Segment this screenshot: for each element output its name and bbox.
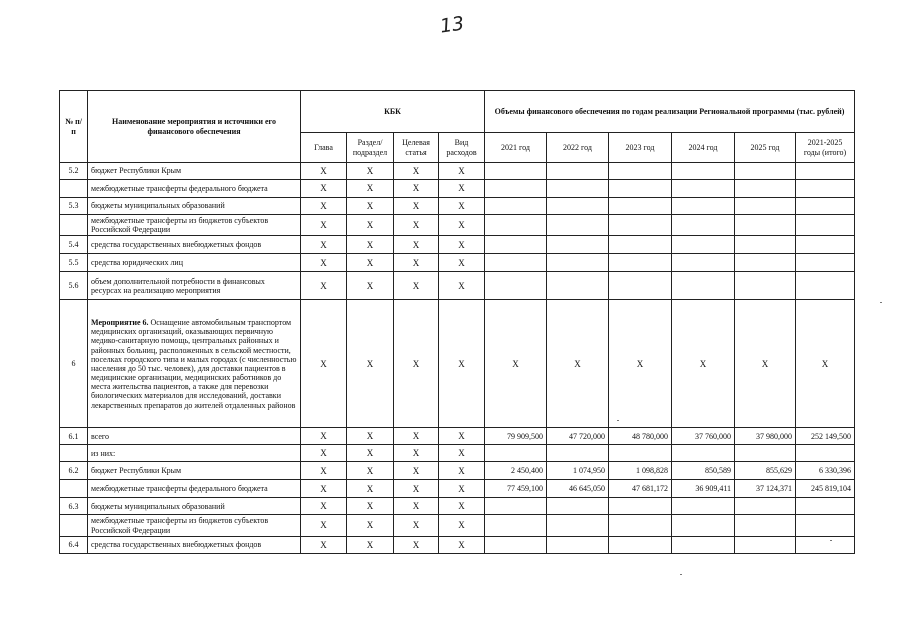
kbk-cell: X bbox=[347, 236, 394, 254]
row-name-text: Оснащение автомобильным транспортом медицинских организаций, оказывающих первичную медико-санитарную помощь, центральных районных и районных больниц, расположенных в сельской местности, поселках городского типа и малых городах (с численностью населения до 50 тыс. человек), для доставки пациентов в медицинские организации, медицинских работников до места жительства пациентов, а также для перевозки биологических материалов для исследований, доставки лекарственных препаратов до жителей отдаленных районов bbox=[91, 317, 297, 410]
table-row bbox=[60, 215, 855, 236]
table-row bbox=[60, 254, 855, 272]
year-value-cell bbox=[796, 236, 855, 254]
kbk-cell: X bbox=[394, 254, 439, 272]
year-value-cell bbox=[547, 536, 609, 553]
row-num bbox=[60, 180, 88, 198]
kbk-cell: X bbox=[301, 515, 347, 536]
table-row bbox=[60, 445, 855, 462]
table-row bbox=[60, 272, 855, 300]
year-value-cell bbox=[485, 272, 547, 300]
kbk-cell: X bbox=[439, 163, 485, 180]
year-value-cell bbox=[735, 515, 796, 536]
year-value-cell bbox=[672, 163, 735, 180]
row-name bbox=[88, 215, 301, 236]
kbk-cell: X bbox=[394, 163, 439, 180]
row-name bbox=[88, 236, 301, 254]
table-row bbox=[60, 536, 855, 553]
kbk-cell: X bbox=[394, 536, 439, 553]
kbk-cell: X bbox=[439, 536, 485, 553]
year-value-cell: 855,629 bbox=[735, 462, 796, 480]
kbk-cell: X bbox=[394, 515, 439, 536]
year-value-cell bbox=[485, 498, 547, 515]
year-value-cell bbox=[547, 498, 609, 515]
kbk-cell: X bbox=[347, 498, 394, 515]
kbk-cell: X bbox=[301, 215, 347, 236]
year-value-cell: 6 330,396 bbox=[796, 462, 855, 480]
table-row bbox=[60, 480, 855, 498]
kbk-cell: X bbox=[394, 300, 439, 428]
header-volumes: Объемы финансового обеспечения по годам реализации Региональной программы (тыс. рублей) bbox=[485, 91, 855, 133]
year-value-cell: 850,589 bbox=[672, 462, 735, 480]
kbk-cell: X bbox=[347, 198, 394, 215]
year-value-cell bbox=[609, 536, 672, 553]
year-value-cell bbox=[609, 180, 672, 198]
kbk-cell: X bbox=[347, 462, 394, 480]
year-value-cell bbox=[735, 272, 796, 300]
kbk-cell: X bbox=[394, 198, 439, 215]
kbk-cell: X bbox=[439, 215, 485, 236]
header-kbk-vid: Вид расходов bbox=[439, 133, 485, 163]
row-name bbox=[88, 498, 301, 515]
year-value-cell bbox=[485, 163, 547, 180]
kbk-cell: X bbox=[394, 180, 439, 198]
header-year-2: 2023 год bbox=[609, 133, 672, 163]
kbk-cell: X bbox=[347, 254, 394, 272]
kbk-cell: X bbox=[301, 445, 347, 462]
kbk-cell: X bbox=[439, 428, 485, 445]
year-value-cell bbox=[796, 498, 855, 515]
year-value-cell bbox=[485, 445, 547, 462]
year-value-cell bbox=[672, 272, 735, 300]
year-value-cell bbox=[735, 498, 796, 515]
year-value-cell bbox=[547, 215, 609, 236]
year-value-cell bbox=[735, 536, 796, 553]
row-name-text: объем дополнительной потребности в финансовых ресурсах на реализацию мероприятия bbox=[91, 276, 265, 295]
year-value-cell: 47 720,000 bbox=[547, 428, 609, 445]
year-value-cell bbox=[609, 498, 672, 515]
row-name bbox=[88, 272, 301, 300]
kbk-cell: X bbox=[301, 236, 347, 254]
year-value-cell: 79 909,500 bbox=[485, 428, 547, 445]
kbk-cell: X bbox=[347, 480, 394, 498]
row-num: 6.4 bbox=[60, 536, 88, 553]
year-value-cell bbox=[735, 445, 796, 462]
row-name bbox=[88, 480, 301, 498]
header-kbk: КБК bbox=[301, 91, 485, 133]
year-value-cell: 48 780,000 bbox=[609, 428, 672, 445]
row-name bbox=[88, 254, 301, 272]
row-name bbox=[88, 536, 301, 553]
row-num: 6.3 bbox=[60, 498, 88, 515]
page-number: 13 bbox=[438, 12, 466, 38]
year-value-cell bbox=[609, 198, 672, 215]
table-row bbox=[60, 462, 855, 480]
year-value-cell bbox=[796, 272, 855, 300]
row-name-text: всего bbox=[91, 431, 110, 441]
header-year-1: 2022 год bbox=[547, 133, 609, 163]
year-value-cell bbox=[547, 445, 609, 462]
year-value-cell bbox=[735, 215, 796, 236]
table-row bbox=[60, 300, 855, 428]
year-value-cell bbox=[609, 445, 672, 462]
year-value-cell bbox=[547, 254, 609, 272]
year-value-cell bbox=[672, 215, 735, 236]
kbk-cell: X bbox=[301, 498, 347, 515]
year-value-cell bbox=[609, 272, 672, 300]
year-value-cell bbox=[672, 536, 735, 553]
kbk-cell: X bbox=[301, 462, 347, 480]
kbk-cell: X bbox=[439, 272, 485, 300]
header-kbk-glava: Глава bbox=[301, 133, 347, 163]
row-name-text: межбюджетные трансферты федерального бюджета bbox=[91, 183, 268, 193]
year-value-cell bbox=[547, 272, 609, 300]
kbk-cell: X bbox=[301, 180, 347, 198]
kbk-cell: X bbox=[394, 428, 439, 445]
table-row bbox=[60, 180, 855, 198]
year-value-cell bbox=[547, 163, 609, 180]
kbk-cell: X bbox=[347, 300, 394, 428]
year-value-cell bbox=[547, 236, 609, 254]
year-value-cell: 252 149,500 bbox=[796, 428, 855, 445]
year-value-cell: X bbox=[485, 300, 547, 428]
header-kbk-razdel: Раздел/ подраздел bbox=[347, 133, 394, 163]
row-name-text: бюджет Республики Крым bbox=[91, 466, 182, 476]
year-value-cell: 1 098,828 bbox=[609, 462, 672, 480]
year-value-cell bbox=[796, 180, 855, 198]
kbk-cell: X bbox=[394, 236, 439, 254]
kbk-cell: X bbox=[394, 445, 439, 462]
year-value-cell bbox=[485, 236, 547, 254]
kbk-cell: X bbox=[347, 180, 394, 198]
year-value-cell: X bbox=[547, 300, 609, 428]
kbk-cell: X bbox=[301, 163, 347, 180]
year-value-cell bbox=[796, 254, 855, 272]
year-value-cell: 2 450,400 bbox=[485, 462, 547, 480]
row-name-text: бюджеты муниципальных образований bbox=[91, 201, 225, 211]
year-value-cell bbox=[796, 536, 855, 553]
kbk-cell: X bbox=[301, 254, 347, 272]
header-kbk-statya: Целевая статья bbox=[394, 133, 439, 163]
year-value-cell: X bbox=[796, 300, 855, 428]
kbk-cell: X bbox=[347, 536, 394, 553]
row-num: 5.2 bbox=[60, 163, 88, 180]
year-value-cell bbox=[796, 445, 855, 462]
row-num: 5.3 bbox=[60, 198, 88, 215]
year-value-cell bbox=[609, 215, 672, 236]
table-row bbox=[60, 236, 855, 254]
year-value-cell: 46 645,050 bbox=[547, 480, 609, 498]
header-year-3: 2024 год bbox=[672, 133, 735, 163]
header-year-0: 2021 год bbox=[485, 133, 547, 163]
header-name: Наименование мероприятия и источники его финансового обеспечения bbox=[88, 91, 301, 163]
row-num bbox=[60, 215, 88, 236]
row-num: 6.1 bbox=[60, 428, 88, 445]
year-value-cell bbox=[735, 198, 796, 215]
kbk-cell: X bbox=[394, 215, 439, 236]
kbk-cell: X bbox=[347, 163, 394, 180]
kbk-cell: X bbox=[301, 480, 347, 498]
kbk-cell: X bbox=[439, 236, 485, 254]
year-value-cell bbox=[735, 254, 796, 272]
year-value-cell bbox=[485, 515, 547, 536]
kbk-cell: X bbox=[439, 445, 485, 462]
row-name bbox=[88, 428, 301, 445]
row-name-text: межбюджетные трансферты из бюджетов субъектов Российской Федерации bbox=[91, 516, 269, 535]
year-value-cell bbox=[672, 198, 735, 215]
year-value-cell bbox=[672, 445, 735, 462]
table-row bbox=[60, 198, 855, 215]
kbk-cell: X bbox=[301, 272, 347, 300]
year-value-cell bbox=[609, 515, 672, 536]
year-value-cell bbox=[735, 163, 796, 180]
kbk-cell: X bbox=[439, 498, 485, 515]
table-row bbox=[60, 498, 855, 515]
year-value-cell bbox=[547, 515, 609, 536]
table-row bbox=[60, 428, 855, 445]
row-name-text: средства государственных внебюджетных фондов bbox=[91, 540, 262, 550]
year-value-cell: X bbox=[609, 300, 672, 428]
row-name-text: межбюджетные трансферты федерального бюджета bbox=[91, 484, 268, 494]
year-value-cell bbox=[796, 163, 855, 180]
year-value-cell bbox=[609, 163, 672, 180]
kbk-cell: X bbox=[301, 300, 347, 428]
year-value-cell: 77 459,100 bbox=[485, 480, 547, 498]
table-row bbox=[60, 163, 855, 180]
year-value-cell: 1 074,950 bbox=[547, 462, 609, 480]
row-name bbox=[88, 462, 301, 480]
year-value-cell: 37 124,371 bbox=[735, 480, 796, 498]
year-value-cell bbox=[796, 515, 855, 536]
header-num: № п/п bbox=[60, 91, 88, 163]
kbk-cell: X bbox=[347, 428, 394, 445]
row-num: 5.5 bbox=[60, 254, 88, 272]
row-num bbox=[60, 515, 88, 536]
kbk-cell: X bbox=[439, 300, 485, 428]
year-value-cell bbox=[609, 236, 672, 254]
year-value-cell bbox=[672, 180, 735, 198]
kbk-cell: X bbox=[394, 272, 439, 300]
year-value-cell: X bbox=[735, 300, 796, 428]
row-name bbox=[88, 198, 301, 215]
year-value-cell bbox=[609, 254, 672, 272]
year-value-cell: 37 980,000 bbox=[735, 428, 796, 445]
kbk-cell: X bbox=[301, 428, 347, 445]
year-value-cell bbox=[485, 215, 547, 236]
kbk-cell: X bbox=[439, 198, 485, 215]
header-year-5: 2021-2025 годы (итого) bbox=[796, 133, 855, 163]
table-row bbox=[60, 515, 855, 536]
year-value-cell bbox=[735, 236, 796, 254]
financing-table bbox=[59, 90, 855, 554]
year-value-cell bbox=[485, 198, 547, 215]
kbk-cell: X bbox=[394, 498, 439, 515]
year-value-cell: 245 819,104 bbox=[796, 480, 855, 498]
kbk-cell: X bbox=[301, 536, 347, 553]
year-value-cell: 47 681,172 bbox=[609, 480, 672, 498]
kbk-cell: X bbox=[439, 480, 485, 498]
kbk-cell: X bbox=[439, 254, 485, 272]
year-value-cell: X bbox=[672, 300, 735, 428]
year-value-cell bbox=[547, 198, 609, 215]
kbk-cell: X bbox=[439, 515, 485, 536]
kbk-cell: X bbox=[347, 215, 394, 236]
year-value-cell bbox=[485, 536, 547, 553]
row-num: 5.4 bbox=[60, 236, 88, 254]
year-value-cell bbox=[796, 215, 855, 236]
kbk-cell: X bbox=[347, 515, 394, 536]
row-name bbox=[88, 300, 301, 428]
row-num bbox=[60, 480, 88, 498]
row-name-bold: Мероприятие 6. bbox=[91, 317, 149, 327]
year-value-cell bbox=[672, 515, 735, 536]
kbk-cell: X bbox=[301, 198, 347, 215]
row-name bbox=[88, 163, 301, 180]
row-name bbox=[88, 180, 301, 198]
row-name bbox=[88, 515, 301, 536]
row-name-text: средства юридических лиц bbox=[91, 258, 183, 268]
row-name-text: из них: bbox=[91, 448, 116, 458]
row-num: 6.2 bbox=[60, 462, 88, 480]
year-value-cell bbox=[485, 180, 547, 198]
row-name-text: бюджеты муниципальных образований bbox=[91, 501, 225, 511]
year-value-cell bbox=[672, 236, 735, 254]
year-value-cell bbox=[485, 254, 547, 272]
row-num: 6 bbox=[60, 300, 88, 428]
year-value-cell bbox=[672, 254, 735, 272]
kbk-cell: X bbox=[439, 180, 485, 198]
kbk-cell: X bbox=[394, 462, 439, 480]
row-name-text: бюджет Республики Крым bbox=[91, 166, 182, 176]
year-value-cell bbox=[672, 498, 735, 515]
year-value-cell bbox=[796, 198, 855, 215]
row-num: 5.6 bbox=[60, 272, 88, 300]
year-value-cell: 37 760,000 bbox=[672, 428, 735, 445]
year-value-cell bbox=[547, 180, 609, 198]
kbk-cell: X bbox=[439, 462, 485, 480]
kbk-cell: X bbox=[347, 445, 394, 462]
year-value-cell bbox=[735, 180, 796, 198]
row-name-text: межбюджетные трансферты из бюджетов субъектов Российской Федерации bbox=[91, 216, 269, 235]
row-num bbox=[60, 445, 88, 462]
row-name-text: средства государственных внебюджетных фондов bbox=[91, 240, 262, 250]
kbk-cell: X bbox=[347, 272, 394, 300]
row-name bbox=[88, 445, 301, 462]
year-value-cell: 36 909,411 bbox=[672, 480, 735, 498]
header-year-4: 2025 год bbox=[735, 133, 796, 163]
kbk-cell: X bbox=[394, 480, 439, 498]
